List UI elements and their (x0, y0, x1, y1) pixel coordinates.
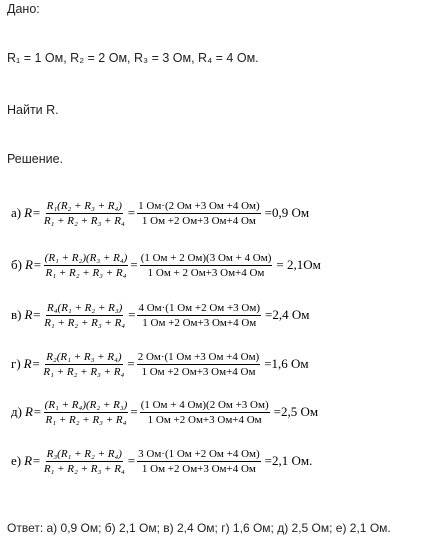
fraction-denominator: R₁ + R₂ + R₃ + R₄ (43, 365, 125, 378)
equation-lhs: R= (24, 205, 41, 220)
equation-result: =2,4 Ом (265, 307, 310, 322)
fraction-denominator: R₁ + R₂ + R₃ + R₄ (45, 413, 127, 426)
symbolic-fraction (43, 302, 126, 329)
symbolic-fraction (44, 399, 129, 426)
equation-result: =2,1 Ом. (264, 453, 313, 468)
equation-lhs: R= (24, 307, 42, 322)
fraction-denominator: R₁ + R₂ + R₃ + R₄ (45, 266, 127, 279)
equals-sign: = (130, 257, 138, 272)
equation-label: а) (11, 205, 22, 220)
equation-g (11, 344, 309, 384)
answer-text: Ответ: а) 0,9 Ом; б) 2,1 Ом; в) 2,4 Ом; г) 1,6 Ом; д) 2,5 Ом; е) 2,1 Ом. (7, 521, 391, 535)
fraction-denominator: 1 Ом +2 Ом+3 Ом+4 Ом (141, 214, 256, 227)
fraction-denominator: R₁ + R₂ + R₃ + R₄ (44, 316, 126, 329)
fraction-numerator: (1 Ом + 2 Ом)(3 Ом + 4 Ом) (140, 251, 272, 264)
fraction-numerator: 3 Ом·(1 Ом +2 Ом +4 Ом) (138, 447, 260, 460)
equation-lhs: R= (24, 453, 41, 468)
equals-sign: = (127, 205, 136, 220)
symbolic-fraction (44, 252, 129, 279)
equation-label: в) (11, 307, 22, 322)
fraction-numerator: R₂(R₁ + R₃ + R₄) (46, 350, 122, 363)
fraction-denominator: 1 Ом +2 Ом+3 Ом+4 Ом (141, 365, 256, 378)
symbolic-fraction (43, 200, 126, 227)
given-label: Дано: (7, 2, 40, 16)
equation-label: д) (11, 404, 22, 419)
fraction-denominator: 1 Ом +2 Ом+3 Ом+4 Ом (147, 413, 262, 426)
equation-result: = 2,1Ом (276, 257, 321, 272)
fraction-numerator: R₄(R₁ + R₂ + R₃) (46, 301, 123, 314)
given-values: R₁ = 1 Ом, R₂ = 2 Ом, R₃ = 3 Ом, R₄ = 4 Ом. (7, 51, 259, 65)
solution-label: Решение. (7, 152, 64, 166)
equation-result: =1,6 Ом (264, 356, 309, 371)
fraction-denominator: 1 Ом + 2 Ом+3 Ом+4 Ом (147, 266, 265, 279)
symbolic-fraction (43, 448, 126, 475)
symbolic-fraction (42, 351, 125, 378)
fraction-numerator: R₃(R₁ + R₂ + R₄) (46, 447, 122, 460)
numeric-fraction (137, 302, 261, 329)
numeric-fraction (137, 200, 261, 227)
fraction-numerator: 2 Ом·(1 Ом +3 Ом +4 Ом) (137, 350, 260, 363)
fraction-denominator: R₁ + R₂ + R₃ + R₄ (43, 462, 125, 475)
fraction-numerator: (R₁ + R₄)(R₂ + R₃) (44, 398, 128, 411)
fraction-numerator: (R₁ + R₂)(R₃ + R₄) (44, 251, 128, 264)
numeric-fraction (140, 399, 270, 426)
equals-sign: = (128, 307, 136, 322)
fraction-numerator: 1 Ом·(2 Ом +3 Ом +4 Ом) (138, 199, 260, 212)
equals-sign: = (127, 356, 135, 371)
fraction-numerator: R₁(R₂ + R₃ + R₄) (46, 199, 122, 212)
equation-a (11, 193, 309, 233)
find-label: Найти R. (7, 103, 59, 117)
equation-result: =0,9 Ом (264, 205, 310, 220)
equation-lhs: R= (23, 356, 41, 371)
equation-d (11, 392, 318, 432)
fraction-numerator: 4 Ом·(1 Ом +2 Ом +3 Ом) (138, 301, 260, 314)
fraction-denominator: R₁ + R₂ + R₃ + R₄ (43, 214, 125, 227)
equals-sign: = (130, 404, 138, 419)
equation-lhs: R= (24, 257, 42, 272)
equation-result: =2,5 Ом (273, 404, 319, 419)
equation-b (11, 245, 321, 285)
equation-label: б) (11, 257, 22, 272)
equation-v (11, 295, 309, 335)
numeric-fraction (140, 252, 273, 279)
equation-label: г) (11, 356, 21, 371)
numeric-fraction (137, 448, 261, 475)
equation-lhs: R= (24, 404, 42, 419)
fraction-numerator: (1 Ом + 4 Ом)(2 Ом +3 Ом) (140, 398, 269, 411)
equals-sign: = (127, 453, 136, 468)
equation-e (11, 441, 312, 481)
fraction-denominator: 1 Ом +2 Ом+3 Ом+4 Ом (142, 316, 257, 329)
equation-label: е) (11, 453, 22, 468)
fraction-denominator: 1 Ом +2 Ом+3 Ом+4 Ом (141, 462, 256, 475)
numeric-fraction (137, 351, 261, 378)
